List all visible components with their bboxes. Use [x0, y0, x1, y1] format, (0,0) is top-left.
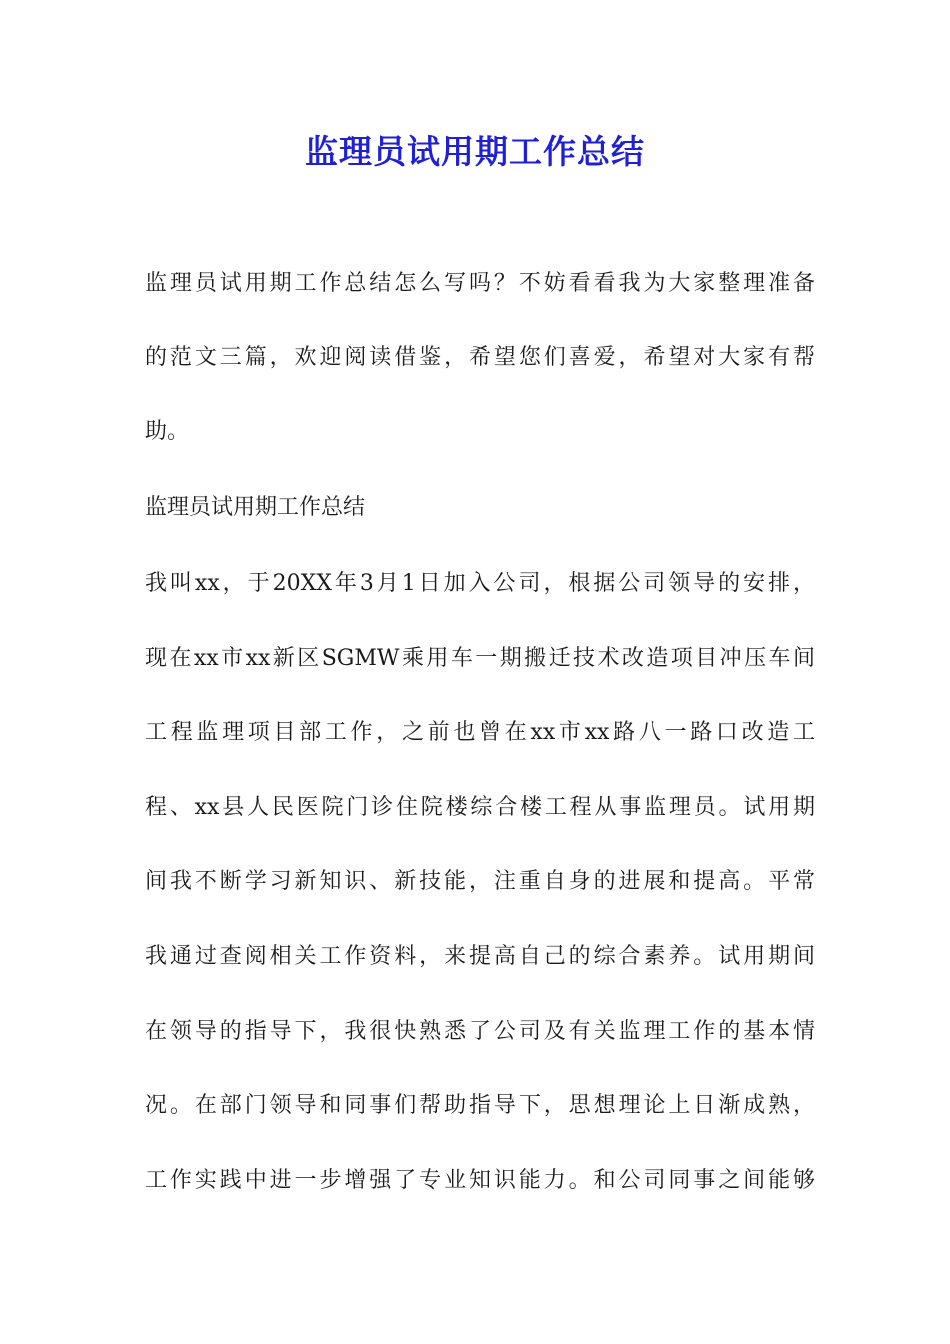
document-title: 监理员试用期工作总结 — [305, 132, 645, 171]
paragraph-line: 我通过查阅相关工作资料，来提高自己的综合素养。试用期间 — [145, 944, 815, 969]
paragraph-line: 程、xx县人民医院门诊住院楼综合楼工程从事监理员。试用期 — [145, 795, 815, 820]
paragraph-line: 我叫xx，于20XX年3月1日加入公司，根据公司领导的安排， — [145, 571, 815, 596]
paragraph-line: 的范文三篇，欢迎阅读借鉴，希望您们喜爱，希望对大家有帮 — [145, 345, 815, 370]
paragraph-line: 现在xx市xx新区SGMW乘用车一期搬迁技术改造项目冲压车间 — [145, 646, 815, 671]
paragraph-line: 助。 — [145, 419, 190, 444]
paragraph-line: 况。在部门领导和同事们帮助指导下，思想理论上日渐成熟， — [145, 1093, 815, 1118]
paragraph-line: 监理员试用期工作总结怎么写吗？不妨看看我为大家整理准备 — [145, 271, 815, 296]
paragraph-line: 工作实践中进一步增强了专业知识能力。和公司同事之间能够 — [145, 1168, 815, 1193]
paragraph-line: 工程监理项目部工作，之前也曾在xx市xx路八一路口改造工 — [145, 720, 815, 745]
paragraph-line: 间我不断学习新知识、新技能，注重自身的进展和提高。平常 — [145, 869, 815, 894]
paragraph-line: 在领导的指导下，我很快熟悉了公司及有关监理工作的基本情 — [145, 1019, 815, 1044]
section-heading: 监理员试用期工作总结 — [145, 495, 366, 520]
